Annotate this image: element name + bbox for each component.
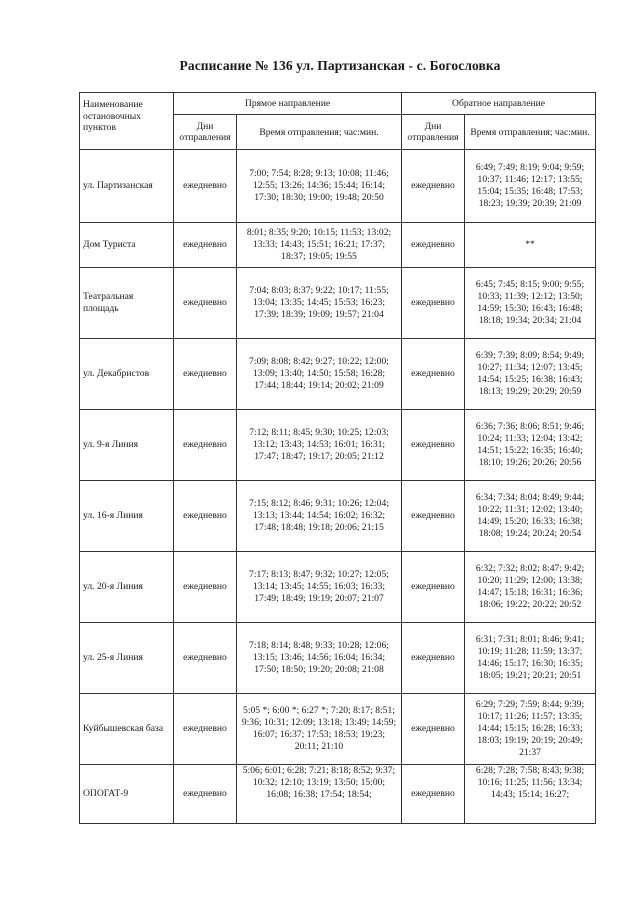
times-forward: 7:12; 8:11; 8:45; 9:30; 10:25; 12:03; 13:12; 13:43; 14:53; 16:01; 16:31; 17:47; 18:47; 19:17; 20:05; 21:12	[237, 410, 402, 481]
days-forward: ежедневно	[174, 623, 237, 694]
page-title: Расписание № 136 ул. Партизанская - с. Богословка	[179, 58, 501, 73]
times-forward: 7:15; 8:12; 8:46; 9:31; 10:26; 12:04; 13:13; 13:44; 14:54; 16:02; 16:32; 17:48; 18:48; 19:18; 20:06; 21:15	[237, 481, 402, 552]
days-reverse: ежедневно	[402, 694, 465, 765]
header-stop-name: Наименование остановочных пунктов	[80, 93, 174, 150]
days-reverse: ежедневно	[402, 223, 465, 268]
stop-name: ул. 20-я Линия	[80, 552, 174, 623]
stop-name: ОПОГАТ-9	[80, 765, 174, 824]
stop-name: ул. 9-я Линия	[80, 410, 174, 481]
times-forward: 5:06; 6:01; 6:28; 7:21; 8:18; 8:52; 9:37; 10:32; 12:10; 13:19; 13:50; 15:00; 16:08; 16:38; 17:54; 18:54;	[237, 765, 402, 824]
header-days-reverse: Дни отправления	[402, 115, 465, 150]
days-reverse: ежедневно	[402, 339, 465, 410]
times-forward: 7:09; 8:08; 8:42; 9:27; 10:22; 12:00; 13:09; 13:40; 14:50; 15:58; 16:28; 17:44; 18:44; 19:14; 20:02; 21:09	[237, 339, 402, 410]
days-forward: ежедневно	[174, 150, 237, 223]
days-forward: ежедневно	[174, 765, 237, 824]
times-reverse: 6:45; 7:45; 8:15; 9:00; 9:55; 10:33; 11:39; 12:12; 13:50; 14:59; 15:30; 16:43; 16:48; 18:18; 19:34; 20:34; 21:04	[465, 268, 596, 339]
times-forward: 8:01; 8:35; 9:20; 10:15; 11:53; 13:02; 13:33; 14:43; 15:51; 16:21; 17:37; 18:37; 19:05; 19:55	[237, 223, 402, 268]
schedule-table	[79, 92, 596, 824]
times-reverse: 6:39; 7:39; 8:09; 8:54; 9:49; 10:27; 11:34; 12:07; 13:45; 14:54; 15:25; 16:38; 16:43; 18:13; 19:29; 20:29; 20:59	[465, 339, 596, 410]
header-forward: Прямое направление	[174, 93, 402, 115]
stop-name: ул. Декабристов	[80, 339, 174, 410]
times-reverse: 6:29; 7:29; 7:59; 8:44; 9:39; 10:17; 11:26; 11:57; 13:35; 14:44; 15:15; 16:28; 16:33; 18:03; 19:19; 20:19; 20:49; 21:37	[465, 694, 596, 765]
days-reverse: ежедневно	[402, 410, 465, 481]
days-forward: ежедневно	[174, 339, 237, 410]
days-reverse: ежедневно	[402, 552, 465, 623]
days-forward: ежедневно	[174, 410, 237, 481]
days-forward: ежедневно	[174, 268, 237, 339]
header-time-reverse: Время отправления; час:мин.	[465, 115, 596, 150]
times-reverse: 6:28; 7:28; 7:58; 8:43; 9:38; 10:16; 11:25; 11:56; 13:34; 14:43; 15:14; 16:27;	[465, 765, 596, 824]
days-forward: ежедневно	[174, 223, 237, 268]
stop-name: Дом Туриста	[80, 223, 174, 268]
stop-name: Куйбышевская база	[80, 694, 174, 765]
days-reverse: ежедневно	[402, 765, 465, 824]
days-forward: ежедневно	[174, 694, 237, 765]
times-reverse: 6:36; 7:36; 8:06; 8:51; 9:46; 10:24; 11:33; 12:04; 13:42; 14:51; 15:22; 16:35; 16:40; 18:10; 19:26; 20:26; 20:56	[465, 410, 596, 481]
days-reverse: ежедневно	[402, 481, 465, 552]
table-row	[80, 481, 596, 552]
table-row	[80, 268, 596, 339]
days-reverse: ежедневно	[402, 623, 465, 694]
table-row	[80, 765, 596, 824]
table-row	[80, 339, 596, 410]
times-reverse: 6:31; 7:31; 8:01; 8:46; 9:41; 10:19; 11:28; 11:59; 13:37; 14:46; 15:17; 16:30; 16:35; 18:05; 19:21; 20:21; 20:51	[465, 623, 596, 694]
table-row	[80, 694, 596, 765]
days-forward: ежедневно	[174, 481, 237, 552]
header-days-forward: Дни отправления	[174, 115, 237, 150]
header-time-forward: Время отправления; час:мин.	[237, 115, 402, 150]
table-row	[80, 623, 596, 694]
table-row	[80, 410, 596, 481]
times-reverse: 6:34; 7:34; 8:04; 8:49; 9:44; 10:22; 11:31; 12:02; 13:40; 14:49; 15:20; 16:33; 16:38; 18:08; 19:24; 20:24; 20:54	[465, 481, 596, 552]
times-forward: 7:04; 8:03; 8:37; 9:22; 10:17; 11:55; 13:04; 13:35; 14:45; 15:53; 16:23; 17:39; 18:39; 19:09; 19:57; 21:04	[237, 268, 402, 339]
times-forward: 7:17; 8:13; 8:47; 9:32; 10:27; 12:05; 13:14; 13:45; 14:55; 16:03; 16:33; 17:49; 18:49; 19:19; 20:07; 21:07	[237, 552, 402, 623]
days-forward: ежедневно	[174, 552, 237, 623]
table-row	[80, 150, 596, 223]
table-row	[80, 552, 596, 623]
stop-name: ул. 16-я Линия	[80, 481, 174, 552]
times-forward: 5:05 *; 6:00 *; 6:27 *; 7:20; 8:17; 8:51; 9:36; 10:31; 12:09; 13:18; 13:49; 14:59; 16:07; 16:37; 17:53; 18:53; 19:23; 20:11; 21:10	[237, 694, 402, 765]
stop-name: ул. Партизанская	[80, 150, 174, 223]
days-reverse: ежедневно	[402, 268, 465, 339]
times-forward: 7:18; 8:14; 8:48; 9:33; 10:28; 12:06; 13:15; 13:46; 14:56; 16:04; 16:34; 17:50; 18:50; 19:20; 20:08; 21:08	[237, 623, 402, 694]
times-forward: 7:00; 7:54; 8:28; 9:13; 10:08; 11:46; 12:55; 13:26; 14:36; 15:44; 16:14; 17:30; 18:30; 19:00; 19:48; 20:50	[237, 150, 402, 223]
stop-name: Театральная площадь	[80, 268, 174, 339]
stop-name: ул. 25-я Линия	[80, 623, 174, 694]
table-row	[80, 223, 596, 268]
header-reverse: Обратное направление	[402, 93, 596, 115]
times-reverse: 6:49; 7:49; 8:19; 9:04; 9:59; 10:37; 11:46; 12:17; 13:55; 15:04; 15:35; 16:48; 17:53; 18:23; 19:39; 20:39; 21:09	[465, 150, 596, 223]
times-reverse: **	[465, 223, 596, 268]
days-reverse: ежедневно	[402, 150, 465, 223]
times-reverse: 6:32; 7:32; 8:02; 8:47; 9:42; 10:20; 11:29; 12:00; 13:38; 14:47; 15:18; 16:31; 16:36; 18:06; 19:22; 20:22; 20:52	[465, 552, 596, 623]
